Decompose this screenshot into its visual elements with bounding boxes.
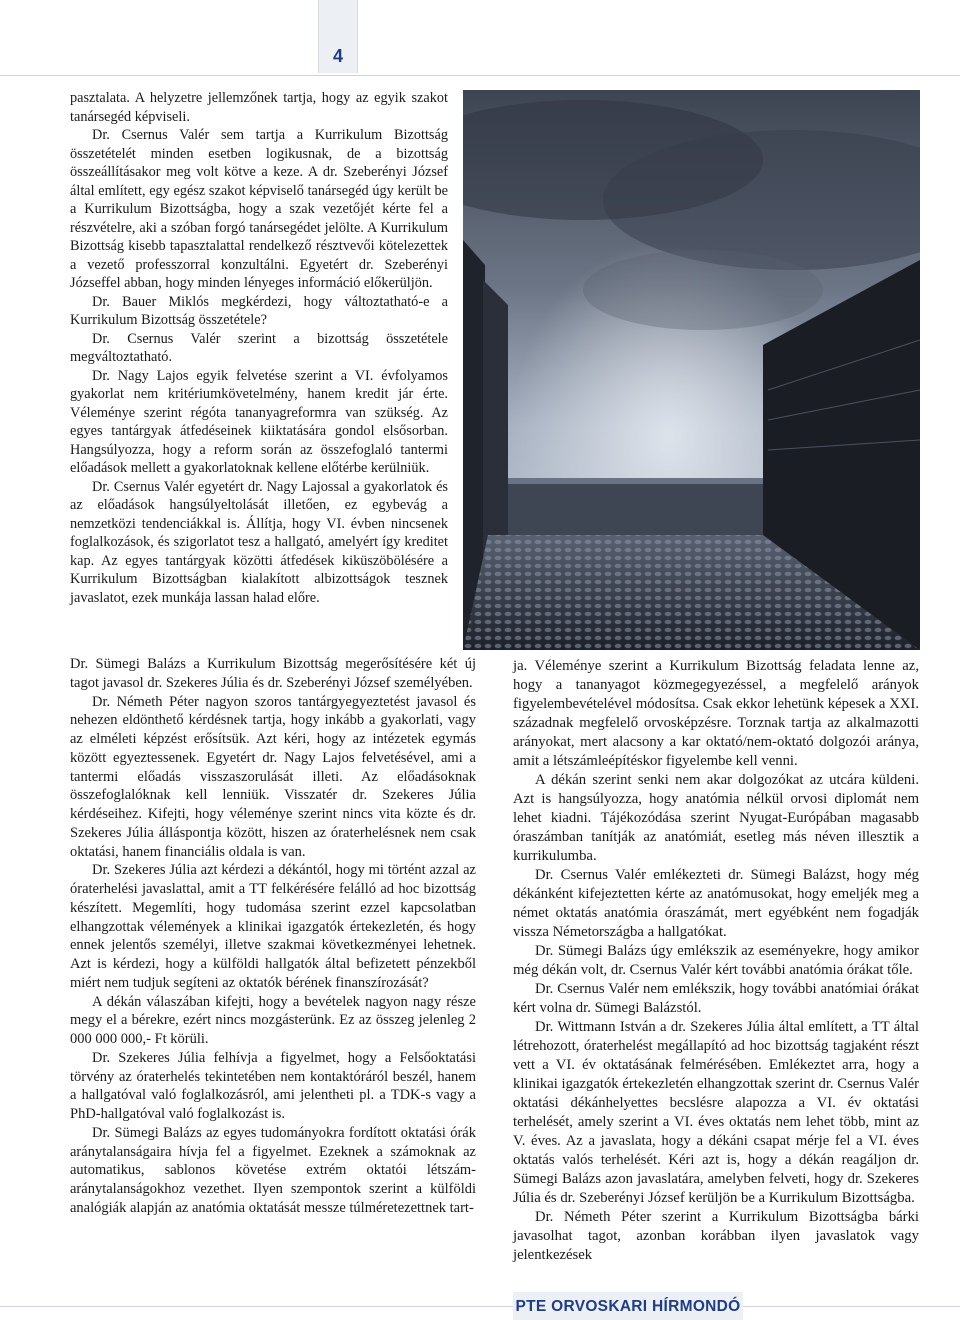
page-number: 4 — [332, 46, 343, 66]
journal-name: PTE ORVOSKARI HÍRMONDÓ — [515, 1298, 741, 1315]
paragraph: Dr. Csernus Valér nem emlékszik, hogy további anatómiai órákat kért volna dr. Sümegi Balázstól. — [513, 981, 919, 1016]
paragraph: Dr. Szekeres Júlia felhívja a figyelmet, hogy a Felsőoktatási törvény az óraterhelés tekintetében nem kontaktóráról beszél, hanem a hallgatóval való foglalkozásról, ami jelentheti pl. a TDK-s vagy a PhD-hallgatóval való foglalkozást is. — [70, 1049, 476, 1122]
page-number-tab — [318, 0, 358, 73]
paragraph: Dr. Nagy Lajos egyik felvetése szerint a VI. évfolyamos gyakorlat nem kritériumkövetelmény, hanem kredit jár érte. Véleménye szerint régóta tananyagreformra van szükség. Az egyes tantárgyak átfedéseinek kiiktatására gondol elsősorban. Hangsúlyozza, hogy a reform során az összefoglaló tantermi előadások mellett a gyakorlatoknak kellene előtérbe kerülniük. — [70, 367, 448, 476]
paragraph: Dr. Csernus Valér emlékezteti dr. Sümegi Balázst, hogy még dékánként kifejeztetten kérte az anatómusokat, hogy emeljék meg a német oktatás anatómia óraszámát, mert egyébként nem fogadják vissza Németországba a hallgatókat. — [513, 867, 919, 940]
footer-journal-box — [513, 1292, 743, 1320]
paragraph: Dr. Sümegi Balázs az egyes tudományokra fordított oktatási órák aránytalanságaira hívja fel a figyelmet. Ezeknek a számoknak az automatikus, sablonos követése extrém oktatói létszám-aránytalanságokhoz vezethet. Ilyen szempontok szerint a külföldi analógiák alapján az anatómia oktatását messze túlméretezettnek tart- — [70, 1124, 476, 1216]
paragraph: Dr. Sümegi Balázs a Kurrikulum Bizottság megerősítésére két új tagot javasol dr. Szekeres Júlia és dr. Szeberényi József személyében. — [70, 656, 476, 691]
paragraph: A dékán szerint senki nem akar dolgozókat az utcára küldeni. Azt is hangsúlyozza, hogy anatómia nélkül orvosi diplomát nem lehet kiadni. Tájékozódása szerint Nyugat-Európában magasabb óraszámban tanítják az anatómiát, esetleg más néven illesztik a kurrikulumba. — [513, 772, 919, 864]
paragraph: Dr. Szekeres Júlia azt kérdezi a dékántól, hogy mi történt azzal az óraterhelési javaslattal, amit a TT felkérésére felálló ad hoc bizottság készített. Megemlíti, hogy tudomása szerint ezzel kapcsolatban elhangzottak vélemények a klinikai igazgatók értekezletén, és hogy ennek jelentős személyi, illetve szakmai következményei lehetnek. Azt is kérdezi, hogy a külföldi hallgatók által befizetett pénzekből miért nem tudjuk segíteni az oktatók bérének finanszírozását? — [70, 862, 476, 991]
paragraph: Dr. Csernus Valér sem tartja a Kurrikulum Bizottság összetételét minden esetben logikusnak, de a bizottság összeállításakor meg volt kötve a keze. A dr. Szeberényi József által említett, egy egész szakot képviselő tanársegéd úgy került be a Kurrikulum Bizottságba, hogy a szak vezetőjét kérte fel a részvételre, aki a szóban forgó tanársegédet jelölte. A Kurrikulum Bizottság kisebb tapasztalattal rendelkező résztvevői kötelezettek a vezető professzorral konzultálni. Egyetért dr. Szeberényi Józseffel abban, hogy minden lényeges információ előkerüljön. — [70, 127, 448, 291]
courtyard-photo — [463, 90, 920, 650]
text-column-left-bottom — [70, 655, 476, 1218]
paragraph: ja. Véleménye szerint a Kurrikulum Bizottság feladata lenne az, hogy a tananyagot közmegegyezéssel, a megfelelő arányok figyelembevételével módosítsa. Csak ekkor lehetünk képesek a XXI. századnak megfelelő orvosképzésre. Torznak tartja az alkalmazotti arányokat, mert alacsony a kar oktató/nem-oktató dolgozói aránya, amit a létszámleépítéskor figyelembe kell venni. — [513, 658, 919, 769]
paragraph: pasztalata. A helyzetre jellemzőnek tartja, hogy az egyik szakot tanársegéd képviseli. — [70, 90, 448, 125]
paragraph: Dr. Németh Péter nagyon szoros tantárgyegyeztetést javasol és nehezen eldönthető kérdésnek tartja, hogy inkább a gyakorlati, vagy az elméleti képzést erősítsük. Azt kéri, hogy az intézetek egymás között egyeztessenek. Egyetért dr. Nagy Lajos felvetésével, ami a tantermi előadás visszaszorulását illeti. Az előadásoknak összefoglalóknak kell lenniük. Visszatér dr. Szekeres Júlia kérdéseihez. Kifejti, hogy véleménye szerint nincs vita közte és dr. Szekeres Júlia álláspontja között, hiszen az óraterhelésnek nem csak oktatási, hanem financiális oldala is van. — [70, 693, 476, 860]
footer-rule — [0, 1306, 960, 1307]
paragraph: Dr. Csernus Valér szerint a bizottság összetétele megváltoztatható. — [70, 330, 448, 365]
header-rule — [0, 75, 960, 76]
paragraph: A dékán válaszában kifejti, hogy a bevételek nagyon nagy része megy el a bérekre, ezért nincs mozgásterünk. Ez az összeg jelenleg 2 000 000 000,- Ft körüli. — [70, 993, 476, 1047]
paragraph: Dr. Németh Péter szerint a Kurrikulum Bizottságba bárki javasolhat tagot, azonban korábban ilyen javaslatok vagy jelentkezések — [513, 1209, 919, 1263]
text-column-left-top — [70, 89, 448, 607]
paragraph: Dr. Sümegi Balázs úgy emlékszik az eseményekre, hogy amikor még dékán volt, dr. Csernus Valér kért további anatómia órákat tőle. — [513, 943, 919, 978]
text-column-right — [513, 657, 919, 1265]
paragraph: Dr. Wittmann István a dr. Szekeres Júlia által említett, a TT által létrehozott, óraterhelést megállapító ad hoc bizottság tagjaként részt vett a VI. év oktatásának felmérésében. Emlékeztet arra, hogy a klinikai igazgatók értekezletén elhangzottak szerint dr. Csernus Valér oktatási dékánhelyettes becslésre alapozza a VI. év oktatási terhelését, amely szerint a VI. éves oktatás nem lehet több, mint az V. éves. Az a javaslata, hogy a dékáni csapat mérje fel a VI. éves oktatás valós terhelését. Kéri azt is, hogy a dékán reagáljon dr. Sümegi Balázs azon javaslatára, amelyben felveti, hogy dr. Szekeres Júlia és dr. Szeberényi József kerüljön be a Kurrikulum Bizottságba. — [513, 1019, 919, 1206]
paragraph: Dr. Bauer Miklós megkérdezi, hogy változtatható-e a Kurrikulum Bizottság összetétele? — [70, 293, 448, 328]
paragraph: Dr. Csernus Valér egyetért dr. Nagy Lajossal a gyakorlatok és az előadások hangsúlyeltolását illetően, ez egybevág a nemzetközi tendenciákkal is. Állítja, hogy VI. évben nincsenek foglalkozások, és szigorlatot tesz a hallgató, amelyért így kreditet kap. Az egyes tantárgyak közötti átfedések kiküszöbölésére a Kurrikulum Bizottságban kialakított albizottságok tesznek javaslatot, ezek munkája lassan halad előre. — [70, 478, 448, 606]
